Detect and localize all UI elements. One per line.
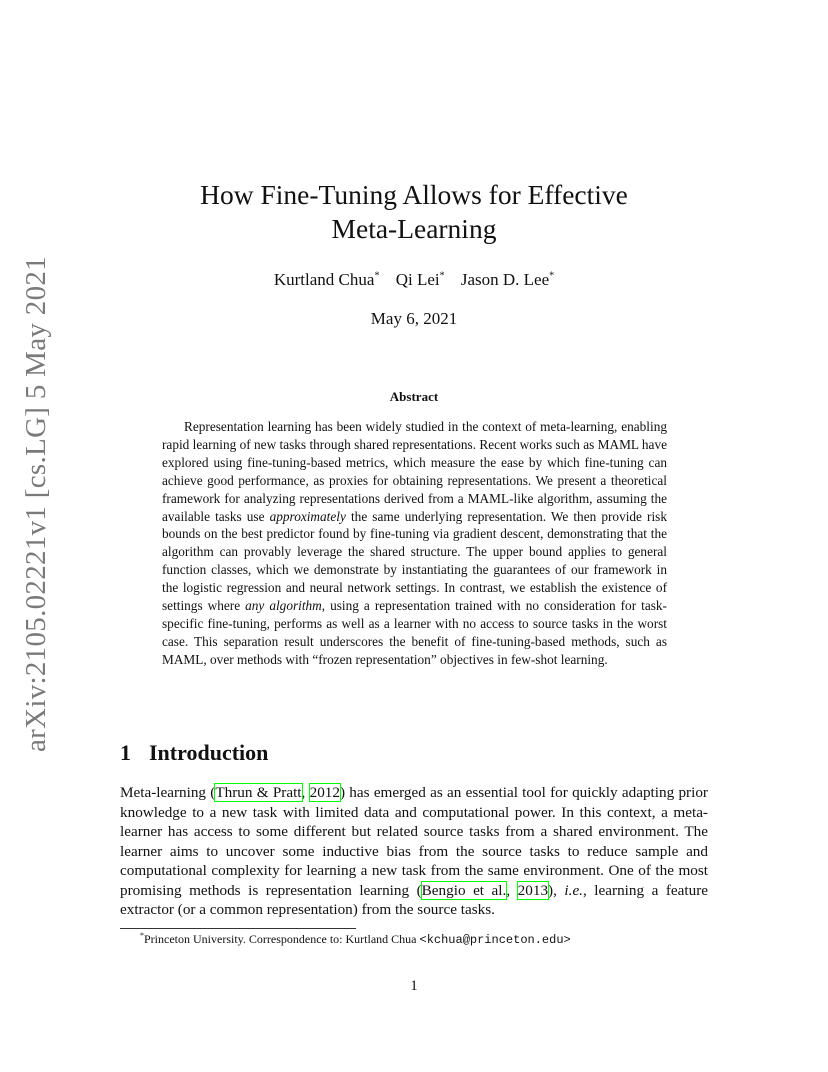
abstract-part-2: the same underlying representation. We then provide risk bounds on the best predictor found by fine-tuning via gradient descent, demonstrating that the algorithm can provably leverage the shared structure. The upper bound applies to general function classes, which we demonstrate by instantiating the guarantees of our framework in the logistic regression and neural network settings. In contrast, we establish the existence of settings where (162, 508, 667, 614)
section-number: 1 (120, 740, 131, 765)
abstract-heading: Abstract (389, 389, 439, 404)
intro-text-6: , learning a feature extractor (or a common representation) from the source tasks. (120, 881, 709, 918)
citation-link-thrun-pratt-year[interactable]: 2012 (309, 784, 340, 801)
introduction-paragraph (120, 783, 708, 920)
abstract-emphasis-1: approximately (269, 508, 346, 524)
footnote-email: <kchua@princeton.edu> (419, 933, 571, 947)
section-heading-introduction (120, 740, 268, 766)
title-line-2: Meta-Learning (331, 213, 497, 244)
intro-text-3: ) has emerged as an essential tool for quickly adapting prior knowledge to a new task with limited data and computational power. In this context, a meta-learner has access to some different but related source tasks from a shared environment. The learner aims to uncover some inductive bias from the source tasks to reduce sample and computational complexity for learning a new task from the same environment. One of the most promising methods is representation learning ( (120, 784, 708, 899)
author-1-affiliation-mark: * (374, 270, 380, 282)
publication-date: May 6, 2021 (370, 309, 458, 328)
intro-text-4: , (506, 881, 518, 899)
footnote (140, 932, 720, 948)
page-number: 1 (410, 978, 418, 994)
author-list (120, 269, 708, 291)
intro-text-2: , (301, 784, 310, 801)
paper-title (120, 178, 708, 246)
author-2-affiliation-mark: * (439, 270, 445, 282)
citation-link-bengio[interactable]: Bengio et al. (421, 881, 507, 899)
citation-link-thrun-pratt[interactable]: Thrun & Pratt (215, 784, 302, 801)
author-1 (274, 270, 380, 289)
author-2 (396, 270, 445, 289)
citation-link-bengio-year[interactable]: 2013 (517, 881, 549, 899)
intro-emphasis-ie: i.e. (564, 881, 583, 899)
footnote-text: Princeton University. Correspondence to: Kurtland Chua (144, 932, 420, 946)
arxiv-identifier-stamp: arXiv:2105.02221v1 [cs.LG] 5 May 2021 (20, 256, 52, 752)
author-3-affiliation-mark: * (549, 270, 555, 282)
abstract-part-3: , using a representation trained with no consideration for task-specific fine-tuning, performs as well as a learner with no access to source tasks in the worst case. This separation result underscores the benefit of fine-tuning-based methods, such as MAML, over methods with “frozen representation” objectives in few-shot learning. (162, 598, 667, 667)
title-line-1: How Fine-Tuning Allows for Effective (200, 179, 628, 210)
intro-text-1: Meta-learning ( (120, 784, 216, 801)
abstract-part-1: Representation learning has been widely studied in the context of meta-learning, enabling rapid learning of new tasks through shared representations. Recent works such as MAML have explored using fine-tuning-based metrics, which measure the ease by which fine-tuning can achieve good performance, as proxies for obtaining representations. We present a theoretical framework for analyzing representations derived from a MAML-like algorithm, assuming the available tasks use (162, 419, 667, 524)
footnote-divider (120, 928, 356, 929)
footnote-mark: * (140, 931, 144, 940)
author-3 (461, 270, 554, 289)
section-title: Introduction (149, 740, 269, 765)
author-2-name: Qi Lei (395, 270, 440, 289)
author-1-name: Kurtland Chua (273, 270, 375, 289)
intro-text-5: ), (548, 881, 565, 899)
author-3-name: Jason D. Lee (460, 270, 550, 289)
abstract-text (162, 418, 667, 669)
abstract-emphasis-2: any algorithm (245, 598, 322, 614)
